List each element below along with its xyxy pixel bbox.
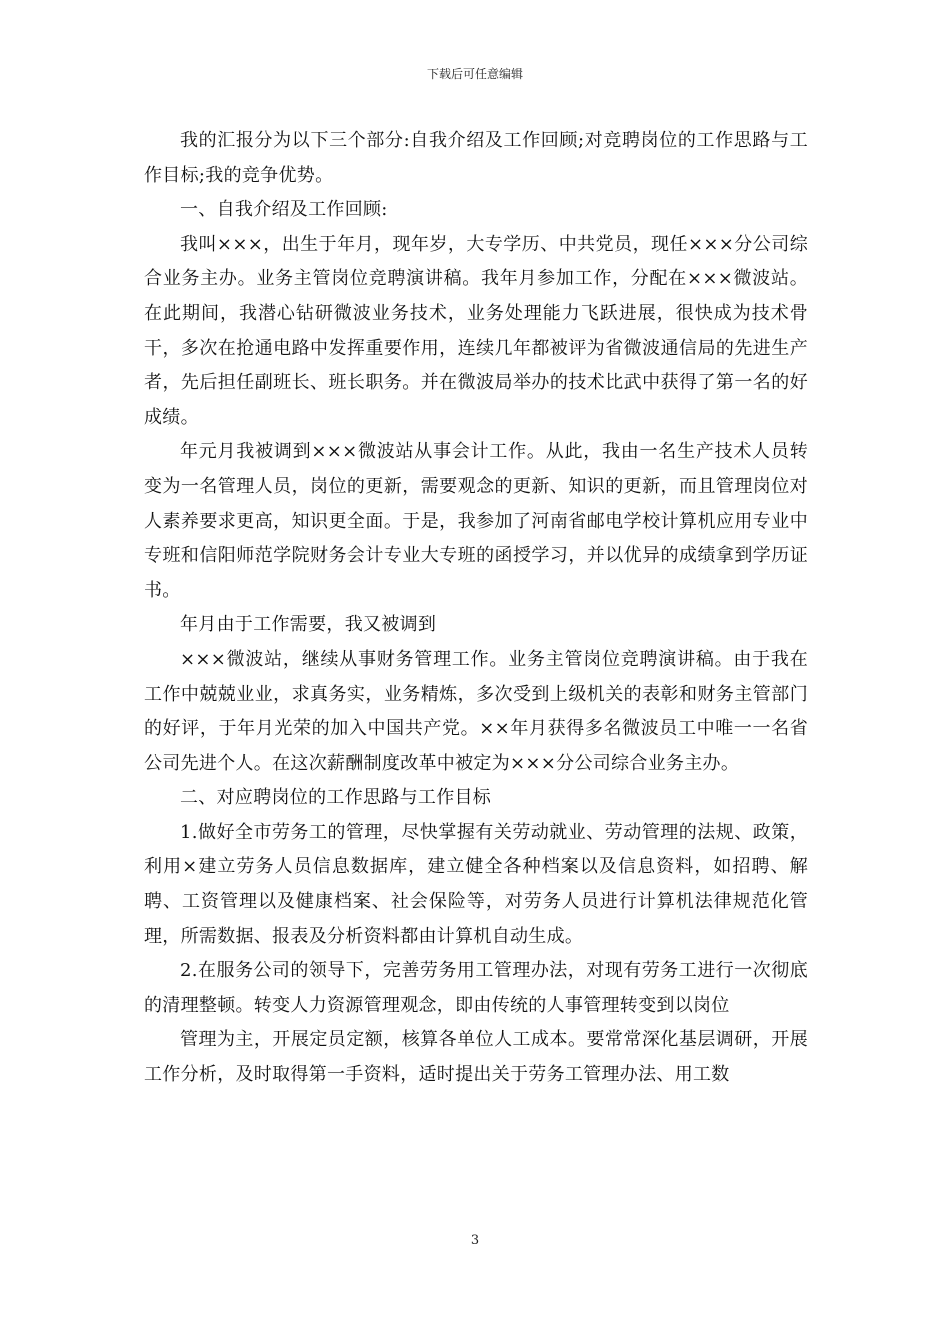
page-number: 3 (470, 1233, 480, 1248)
paragraph: ×××微波站，继续从事财务管理工作。业务主管岗位竞聘演讲稿。由于我在工作中兢兢业业，求真务实，业务精炼，多次受到上级机关的表彰和财务主管部门的好评，于年月光荣的加入中国共产党。××年月获得多名微波员工中唯一一名省公司先进个人。在这次薪酬制度改革中被定为×××分公司综合业务主办。 (144, 648, 808, 774)
section-heading: 一、自我介绍及工作回顾: (180, 199, 388, 221)
paragraph: 管理为主，开展定员定额，核算各单位人工成本。要常常深化基层调研，开展工作分析，及时取得第一手资料，适时提出关于劳务工管理办法、用工数 (144, 1029, 808, 1086)
paragraph: 2.在服务公司的领导下，完善劳务用工管理办法，对现有劳务工进行一次彻底的清理整顿。转变人力资源管理观念，即由传统的人事管理转变到以岗位 (144, 960, 808, 1016)
header-note: 下载后可任意编辑 (426, 67, 523, 81)
paragraph: 我的汇报分为以下三个部分:自我介绍及工作回顾;对竞聘岗位的工作思路与工作目标;我的竞争优势。 (144, 130, 808, 186)
paragraph: 我叫×××，出生于年月，现年岁，大专学历、中共党员，现任×××分公司综合业务主办。业务主管岗位竞聘演讲稿。我年月参加工作，分配在×××微波站。在此期间，我潜心钻研微波业务技术，业务处理能力飞跃进展，很快成为技术骨干，多次在抢通电路中发挥重要作用，连续几年都被评为省微波通信局的先进生产者，先后担任副班长、班长职务。并在微波局举办的技术比武中获得了第一名的好成绩。 (144, 233, 808, 428)
paragraph: 1.做好全市劳务工的管理，尽快掌握有关劳动就业、劳动管理的法规、政策，利用×建立劳务人员信息数据库，建立健全各种档案以及信息资料，如招聘、解聘、工资管理以及健康档案、社会保险等，对劳务人员进行计算机法律规范化管理，所需数据、报表及分析资料都由计算机自动生成。 (144, 821, 808, 947)
paragraph: 年月由于工作需要，我又被调到 (180, 614, 437, 636)
section-heading: 二、对应聘岗位的工作思路与工作目标 (180, 787, 492, 809)
paragraph: 年元月我被调到×××微波站从事会计工作。从此，我由一名生产技术人员转变为一名管理人员，岗位的更新，需要观念的更新、知识的更新，而且管理岗位对人素养要求更高，知识更全面。于是，我参加了河南省邮电学校计算机应用专业中专班和信阳师范学院财务会计专业大专班的函授学习，并以优异的成绩拿到学历证书。 (144, 441, 808, 601)
document-body (144, 124, 808, 1093)
